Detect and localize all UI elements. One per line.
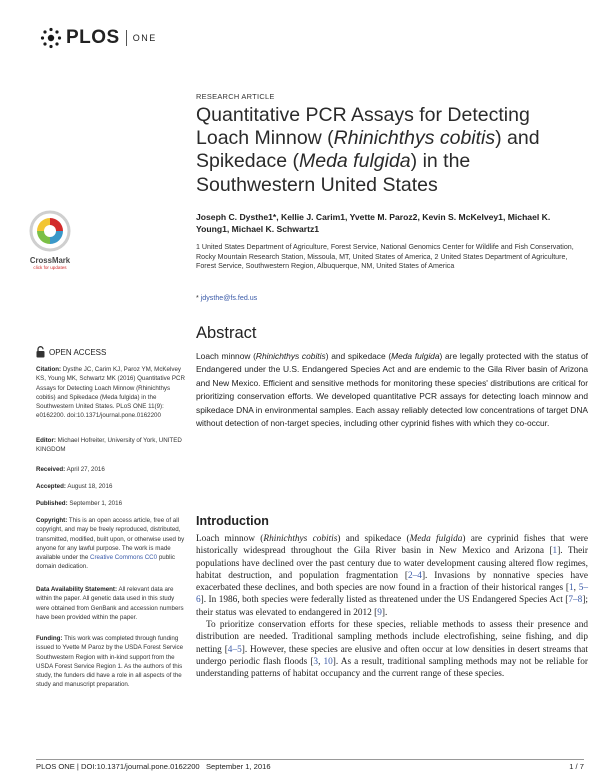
open-lock-icon: [36, 346, 45, 358]
reference-link[interactable]: 4–5: [227, 644, 242, 655]
abstract-heading: Abstract: [196, 324, 257, 342]
reference-link[interactable]: 3: [313, 656, 319, 667]
crossmark-icon: [29, 210, 71, 252]
reference-link[interactable]: 1: [568, 583, 574, 594]
reference-link[interactable]: 5–6: [196, 583, 588, 606]
introduction-heading: Introduction: [196, 514, 269, 528]
plos-logo-icon: [40, 27, 62, 49]
received-date: Received: April 27, 2016: [36, 466, 105, 473]
authors: Joseph C. Dysthe1*, Kellie J. Carim1, Yvette M. Paroz2, Kevin S. McKelvey1, Michael K. Young1, Michael K. Schwartz1: [196, 212, 551, 235]
author-list: [196, 211, 576, 236]
reference-link[interactable]: 7–8: [568, 595, 583, 606]
intro-paragraph-2: To prioritize conservation efforts for these species, reliable methods to assess their presence and distribution are needed. Traditional sampling methods include electrofishing, seine fishing, and dip netting [4–5]. However, these species are elusive and often occur at low densities in desert streams that undergo periodic flash floods [3, 10]. As a result, traditional sampling methods may not be reliable for understanding patterns of habitat occupancy and the current range of these species.: [196, 620, 588, 680]
intro-paragraph-1: Loach minnow (Rhinichthys cobitis) and spikedace (Meda fulgida) are cyprinid fishes that were historically widespread throughout the Gila River basin in New Mexico and Arizona [1]. Their populations have declined over the past century due to water development causing altered flow regimes, habitat destruction, and population fragmentation [2–4]. Invasions by nonnative species have exacerbated these declines, and both species are now found in a fraction of their historical ranges [1, 5–6]. In 1986, both species were federally listed as threatened under the US Endangered Species Act [7–8]; their status was elevated to endangered in 2012 [9].: [196, 534, 588, 618]
crossmark-sub: click for updates: [33, 265, 67, 270]
logo-divider: [126, 30, 127, 46]
editor: Editor: Michael Hofreiter, University of York, UNITED KINGDOM: [36, 437, 182, 454]
logo-text: PLOS: [66, 27, 120, 48]
cc0-link[interactable]: Creative Commons CC0: [90, 554, 158, 562]
reference-link[interactable]: 1: [552, 546, 558, 557]
plos-logo: [40, 26, 157, 50]
open-access-label: OPEN ACCESS: [49, 347, 107, 357]
article-title: Quantitative PCR Assays for Detecting Loach Minnow (Rhinichthys cobitis) and Spikedace (Meda fulgida) in the Southwestern United States: [196, 104, 540, 196]
reference-link[interactable]: 2–4: [408, 570, 422, 581]
copyright: Copyright: This is an open access article, free of all copyright, and may be freely reproduced, distributed, transmitted, modified, built upon, or otherwise used by anyone for any lawful purpose. The work is made available under the Creative Commons CC0 public domain dedication.: [36, 517, 185, 571]
article-type: RESEARCH ARTICLE: [196, 92, 275, 101]
footer-divider: [36, 759, 584, 760]
funding: Funding: This work was completed through funding issued to Yvette M Paroz by the USDA Forest Service Southwestern Region with in-kind support from the USDA Forest Service Region 1. As the authors of this study, the funders did have a role in all aspects of the study and manuscript preparation.: [36, 635, 184, 689]
crossmark-label: CrossMark: [29, 256, 71, 265]
reference-link[interactable]: 9: [377, 607, 382, 618]
footer-citation: PLOS ONE | DOI:10.1371/journal.pone.0162200 September 1, 2016: [36, 762, 271, 771]
page-number: 1 / 7: [569, 762, 584, 771]
reference-link[interactable]: 10: [323, 656, 333, 667]
introduction-text: [196, 533, 588, 681]
crossmark-badge[interactable]: [20, 210, 80, 274]
affiliations: 1 United States Department of Agriculture, Forest Service, National Genomics Center for Wildlife and Fish Conservation, Rocky Mountain Research Station, Missoula, MT, United States of America, 2 United States Department of Agriculture, Forest Service, Southwestern Region, Albuquerque, NM, United States of America: [196, 243, 574, 271]
corresponding-email[interactable]: * jdysthe@fs.fed.us: [196, 294, 258, 302]
published-date: Published: September 1, 2016: [36, 500, 123, 507]
open-access-badge: [36, 346, 106, 358]
journal-name: ONE: [132, 33, 157, 43]
citation: Citation: Dysthe JC, Carim KJ, Paroz YM, McKelvey KS, Young MK, Schwartz MK (2016) Quantitative PCR Assays for Detecting Loach Minnow (Rhinichthys cobitis) and Spikedace (Meda fulgida) in the Southwestern United States. PLoS ONE 11(9): e0162200. doi:10.1371/journal.pone.0162200: [36, 366, 185, 420]
data-availability: Data Availability Statement: All relevant data are within the paper. All genetic data used in this study were obtained from GenBank and accession numbers have been provided within the paper.: [36, 586, 184, 621]
accepted-date: Accepted: August 18, 2016: [36, 483, 113, 490]
abstract-text: Loach minnow (Rhinichthys cobitis) and spikedace (Meda fulgida) are legally protected with the status of Endangered under the U.S. Endangered Species Act and are endemic to the Gila River basin of Arizona and New Mexico. Efficient and sensitive methods for monitoring these species' distributions are critical for prioritizing conservation efforts. We developed quantitative PCR assays for detecting loach minnow and spikedace DNA in environmental samples. Each assay reliably detected low concentrations of target DNA without detection of non-target species, including other cyprinid fishes with which they co-occur.: [196, 351, 588, 429]
